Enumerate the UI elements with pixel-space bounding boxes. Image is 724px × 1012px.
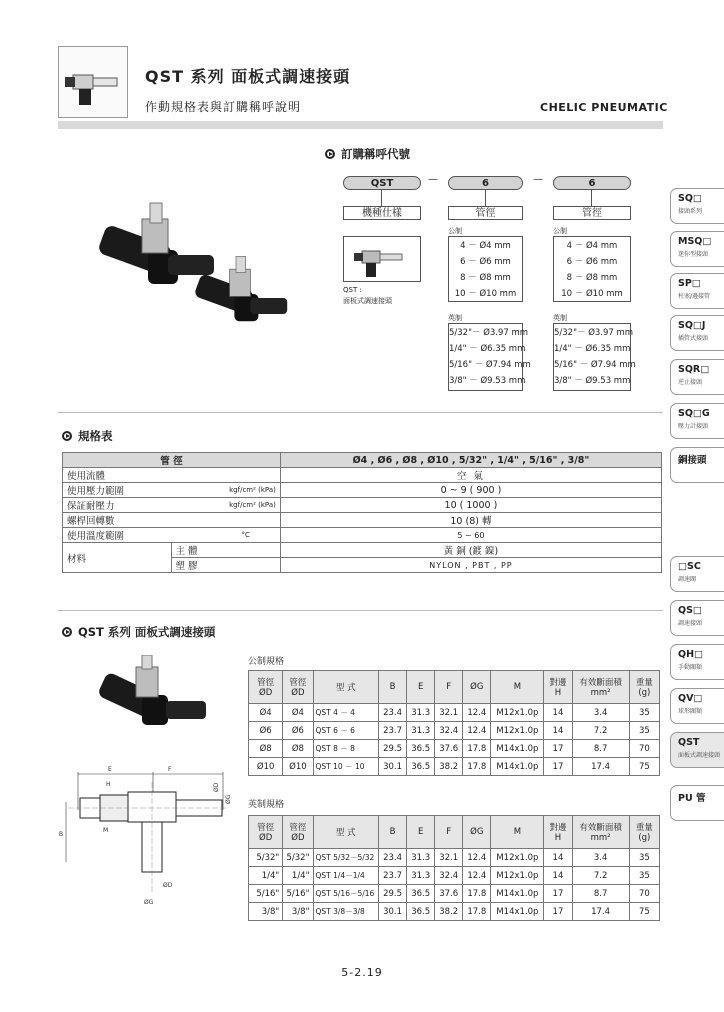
spec-label: 使用壓力範圍 — [63, 483, 172, 498]
spec-header-row — [63, 453, 662, 468]
option-item: 4 － Ø4 mm — [566, 241, 618, 251]
dims-heading — [62, 624, 215, 640]
col-b: B — [379, 816, 407, 849]
spec-table — [62, 452, 662, 573]
table-cell: 70 — [629, 885, 659, 903]
side-tab-desc: 壓力計接頭 — [678, 423, 709, 430]
table-cell: 75 — [629, 758, 659, 776]
table-cell: 14 — [544, 704, 572, 722]
side-tab[interactable] — [670, 315, 724, 351]
side-tab[interactable] — [670, 447, 724, 483]
side-tab-desc: 面板式調速接頭 — [678, 752, 721, 759]
page-subtitle: 作動規格表與訂購稱呼說明 — [145, 100, 302, 114]
table-cell: Ø8 — [249, 740, 283, 758]
side-tab-code: MSQ□ — [678, 236, 712, 247]
size-label-2: 管徑 — [553, 206, 631, 220]
page-number: 5-2.19 — [341, 966, 383, 979]
spec-value: 0 ~ 9 ( 900 ) — [280, 483, 661, 498]
col-head: 管徑 — [257, 678, 275, 688]
col-od2 — [283, 816, 313, 849]
material-label: 材料 — [63, 543, 172, 573]
dims-header-row — [249, 671, 660, 704]
col-f: F — [435, 671, 463, 704]
spec-label: 保証耐壓力 — [63, 498, 172, 513]
table-cell: QST 10 － 10 — [313, 758, 379, 776]
metric-body — [249, 704, 660, 776]
col-head: (g) — [638, 688, 651, 698]
table-cell: 31.3 — [407, 722, 435, 740]
col-head: 對邊 — [549, 823, 567, 833]
col-head: H — [554, 688, 562, 698]
table-cell: 23.7 — [379, 722, 407, 740]
metric-label-1: 公制 — [448, 227, 462, 235]
side-tab[interactable] — [670, 403, 724, 439]
table-row — [249, 758, 660, 776]
table-row — [249, 849, 660, 867]
table-cell: M14x1.0p — [491, 885, 544, 903]
col-b: B — [379, 671, 407, 704]
dims-header-row — [249, 816, 660, 849]
table-cell: 31.3 — [407, 849, 435, 867]
col-head: 管徑 — [257, 823, 275, 833]
side-tab-code: SQR□ — [678, 364, 710, 375]
table-cell: 5/16" — [249, 885, 283, 903]
table-cell: 5/32" — [283, 849, 313, 867]
side-tab-desc: 調速閥 — [678, 576, 697, 583]
header-rule — [58, 121, 663, 129]
col-model: 型 式 — [313, 671, 379, 704]
side-tab-desc: 逆止接頭 — [678, 379, 703, 386]
table-cell: 30.1 — [379, 758, 407, 776]
table-cell: 17.8 — [463, 885, 491, 903]
table-cell: 12.4 — [463, 867, 491, 885]
table-cell: Ø10 — [283, 758, 313, 776]
side-tab-code: SP□ — [678, 278, 701, 289]
option-item: 5/32"－ Ø3.97 mm — [554, 328, 634, 338]
dims-product-photo — [90, 655, 220, 745]
technical-drawing — [58, 762, 238, 912]
option-item: 1/4" － Ø6.35 mm — [554, 344, 631, 354]
option-item: 3/8" － Ø9.53 mm — [554, 376, 631, 386]
material-part: 塑 膠 — [171, 558, 280, 573]
material-part: 主 體 — [171, 543, 280, 558]
spec-row — [63, 543, 662, 558]
table-cell: Ø4 — [249, 704, 283, 722]
col-head: 管徑 — [289, 823, 307, 833]
option-item: 8 － Ø8 mm — [566, 273, 618, 283]
col-head: ØD — [259, 833, 273, 843]
table-cell: 75 — [629, 903, 659, 921]
metric-label-2: 公制 — [553, 227, 567, 235]
table-cell: 36.5 — [407, 740, 435, 758]
table-cell: 31.3 — [407, 704, 435, 722]
table-cell: QST 5/32－5/32 — [313, 849, 379, 867]
metric-options-1 — [448, 236, 523, 302]
table-cell: M12x1.0p — [491, 867, 544, 885]
col-m: M — [491, 671, 544, 704]
connector-line — [485, 190, 486, 206]
table-cell: QST 6 － 6 — [313, 722, 379, 740]
table-cell: QST 4 － 4 — [313, 704, 379, 722]
table-row — [249, 885, 660, 903]
side-tab[interactable] — [670, 688, 724, 724]
spec-row — [63, 498, 662, 513]
table-cell: 38.2 — [435, 758, 463, 776]
table-cell: Ø8 — [283, 740, 313, 758]
spec-header-left: 管 徑 — [63, 453, 281, 468]
table-cell: 32.4 — [435, 867, 463, 885]
spec-label: 使用流體 — [63, 468, 172, 483]
table-cell: 1/4" — [283, 867, 313, 885]
section-divider — [58, 610, 663, 611]
ordering-heading-text: 訂購稱呼代號 — [341, 147, 410, 161]
table-cell: M14x1.0p — [491, 740, 544, 758]
table-cell: QST 1/4－1/4 — [313, 867, 379, 885]
model-note-code: QST : — [343, 286, 362, 294]
side-tab-code: □SC — [678, 561, 701, 572]
col-head: ØD — [291, 833, 305, 843]
table-cell: 5/16" — [283, 885, 313, 903]
table-cell: M14x1.0p — [491, 758, 544, 776]
side-tab-desc: 調速接頭 — [678, 620, 703, 627]
side-tab-desc: 接頭系列 — [678, 208, 703, 215]
table-cell: 37.6 — [435, 740, 463, 758]
model-image-box — [343, 236, 421, 282]
spec-value: 5 ~ 60 — [280, 528, 661, 543]
col-model: 型 式 — [313, 816, 379, 849]
product-photo — [80, 195, 300, 345]
table-cell: M12x1.0p — [491, 722, 544, 740]
spec-value: 空 氣 — [280, 468, 661, 483]
table-cell: 7.2 — [572, 867, 629, 885]
table-row — [249, 867, 660, 885]
dims-heading-text: QST 系列 面板式調速接頭 — [78, 625, 216, 639]
table-cell: 17 — [544, 903, 572, 921]
code-model: QST — [343, 176, 421, 190]
table-cell: 29.5 — [379, 885, 407, 903]
arrow-bullet-icon — [62, 627, 72, 637]
inch-dims-table — [248, 815, 660, 921]
table-row — [249, 722, 660, 740]
side-tab[interactable] — [670, 188, 724, 224]
col-e: E — [407, 816, 435, 849]
inch-label-1: 英制 — [448, 314, 462, 322]
dim-label-od-1: ØD — [163, 882, 173, 889]
table-cell: 12.4 — [463, 722, 491, 740]
option-item: 10 － Ø10 mm — [454, 289, 517, 299]
side-tab-code: QV□ — [678, 693, 703, 704]
col-head: 管徑 — [289, 678, 307, 688]
col-head: 有效斷面積 — [579, 823, 622, 833]
table-cell: 23.7 — [379, 867, 407, 885]
side-tab-code: SQ□J — [678, 320, 706, 331]
table-cell: 17.8 — [463, 740, 491, 758]
spec-unit — [171, 468, 280, 483]
table-cell: 35 — [629, 704, 659, 722]
table-cell: 31.3 — [407, 867, 435, 885]
code-dash-2: — — [533, 174, 543, 185]
col-head: ØD — [259, 688, 273, 698]
side-tab-desc: 球形閥類 — [678, 708, 703, 715]
table-cell: 14 — [544, 722, 572, 740]
inch-table-title: 英制規格 — [248, 800, 285, 810]
spec-heading-text: 規格表 — [78, 429, 113, 443]
table-row — [249, 704, 660, 722]
connector-line — [381, 190, 382, 206]
metric-options-2 — [553, 236, 631, 302]
col-od2 — [283, 671, 313, 704]
table-cell: 30.1 — [379, 903, 407, 921]
spec-unit: kgf/cm² (kPa) — [171, 483, 280, 498]
col-h — [544, 816, 572, 849]
dim-label-og-1: ØG — [144, 899, 154, 906]
table-cell: QST 8 － 8 — [313, 740, 379, 758]
option-item: 5/16" － Ø7.94 mm — [554, 360, 636, 370]
table-cell: 8.7 — [572, 740, 629, 758]
table-cell: Ø4 — [283, 704, 313, 722]
table-cell: QST 3/8－3/8 — [313, 903, 379, 921]
table-cell: 3/8" — [283, 903, 313, 921]
spec-unit: kgf/cm² (kPa) — [171, 498, 280, 513]
side-tab-code: SQ□G — [678, 408, 710, 419]
dim-label-og-2: ØG — [225, 794, 232, 804]
metric-table-title: 公制規格 — [248, 657, 285, 667]
arrow-bullet-icon — [325, 149, 335, 159]
option-item: 4 － Ø4 mm — [460, 241, 511, 251]
side-tab-desc: 手動閥類 — [678, 664, 703, 671]
ordering-heading — [325, 146, 410, 162]
dim-label-m: M — [103, 827, 109, 834]
side-tab-code: QS□ — [678, 605, 702, 616]
table-cell: 32.1 — [435, 704, 463, 722]
side-tab[interactable] — [670, 231, 724, 267]
size-label-1: 管徑 — [448, 206, 523, 220]
table-cell: 17.8 — [463, 903, 491, 921]
col-head: H — [554, 833, 562, 843]
col-h — [544, 671, 572, 704]
table-cell: 14 — [544, 849, 572, 867]
col-weight — [629, 816, 659, 849]
header-product-image — [58, 46, 128, 118]
connector-line — [591, 190, 592, 206]
spec-row — [63, 528, 662, 543]
inch-options-1 — [448, 323, 531, 391]
table-cell: 23.4 — [379, 704, 407, 722]
table-cell: 32.1 — [435, 849, 463, 867]
table-cell: 35 — [629, 849, 659, 867]
side-tab-code: SQ□ — [678, 193, 702, 204]
option-item: 6 － Ø6 mm — [566, 257, 618, 267]
option-item: 5/16" － Ø7.94 mm — [449, 360, 531, 370]
col-og: ØG — [463, 671, 491, 704]
table-cell: 1/4" — [249, 867, 283, 885]
side-tab-code: 銅接頭 — [678, 455, 707, 466]
col-head: 有效斷面積 — [579, 678, 622, 688]
table-cell: 36.5 — [407, 903, 435, 921]
metric-dims-table — [248, 670, 660, 776]
spec-row — [63, 513, 662, 528]
table-cell: 38.2 — [435, 903, 463, 921]
dim-label-b: B — [59, 831, 64, 838]
inch-options-2 — [553, 323, 636, 391]
table-cell: Ø6 — [283, 722, 313, 740]
table-cell: 17.4 — [572, 758, 629, 776]
side-tab-desc: 迷你型接頭 — [678, 251, 709, 258]
dim-label-h: H — [106, 781, 111, 788]
spec-unit — [171, 513, 280, 528]
table-cell: 12.4 — [463, 704, 491, 722]
side-tab[interactable] — [670, 600, 724, 636]
inch-label-2: 英制 — [553, 314, 567, 322]
brand-name: CHELIC PNEUMATIC — [540, 101, 668, 114]
option-item: 1/4" － Ø6.35 mm — [449, 344, 526, 354]
table-cell: 17.4 — [572, 903, 629, 921]
col-od1 — [249, 671, 283, 704]
col-area — [572, 671, 629, 704]
model-spec-label: 機種仕樣 — [343, 206, 421, 220]
table-cell: 17.8 — [463, 758, 491, 776]
table-cell: Ø6 — [249, 722, 283, 740]
side-tab-desc: 插管式接頭 — [678, 335, 709, 342]
spec-value: 10 (8) 轉 — [280, 513, 661, 528]
table-row — [249, 903, 660, 921]
page-title: QST 系列 面板式調速接頭 — [145, 67, 351, 86]
col-m: M — [491, 816, 544, 849]
table-cell: 35 — [629, 867, 659, 885]
table-cell: 3/8" — [249, 903, 283, 921]
table-cell: 36.5 — [407, 758, 435, 776]
spec-label: 螺桿回轉數 — [63, 513, 172, 528]
table-cell: 14 — [544, 867, 572, 885]
col-head: 重量 — [635, 678, 653, 688]
col-head: mm² — [590, 688, 611, 698]
table-cell: 17 — [544, 885, 572, 903]
table-cell: 70 — [629, 740, 659, 758]
section-divider — [58, 412, 663, 413]
col-head: ØD — [291, 688, 305, 698]
spec-row — [63, 483, 662, 498]
table-cell: 32.4 — [435, 722, 463, 740]
spec-row — [63, 468, 662, 483]
side-tab[interactable] — [670, 785, 724, 821]
side-tab[interactable] — [670, 732, 724, 768]
option-item: 8 － Ø8 mm — [460, 273, 511, 283]
col-weight — [629, 671, 659, 704]
col-og: ØG — [463, 816, 491, 849]
option-item: 5/32"－ Ø3.97 mm — [449, 328, 529, 338]
col-od1 — [249, 816, 283, 849]
dim-label-f: F — [168, 766, 172, 773]
col-head: 對邊 — [549, 678, 567, 688]
side-tab-code: QST — [678, 737, 700, 748]
side-tab[interactable] — [670, 644, 724, 680]
option-item: 6 － Ø6 mm — [460, 257, 511, 267]
col-head: (g) — [638, 833, 651, 843]
spec-value: 10 ( 1000 ) — [280, 498, 661, 513]
option-item: 10 － Ø10 mm — [561, 289, 623, 299]
col-area — [572, 816, 629, 849]
side-tab-code: QH□ — [678, 649, 704, 660]
table-cell: M12x1.0p — [491, 704, 544, 722]
table-cell: 8.7 — [572, 885, 629, 903]
spec-heading — [62, 428, 113, 444]
side-tab-desc: 柱塞/邊接管 — [678, 293, 711, 300]
side-tab-code: PU 管 — [678, 793, 706, 804]
side-tab[interactable] — [670, 556, 724, 592]
table-cell: 17 — [544, 758, 572, 776]
col-e: E — [407, 671, 435, 704]
spec-unit: °C — [171, 528, 280, 543]
model-note-desc: 面板式調速接頭 — [343, 297, 392, 305]
dim-label-e: E — [108, 766, 112, 773]
table-cell: 5/32" — [249, 849, 283, 867]
col-head: 重量 — [635, 823, 653, 833]
dim-label-od-2: ØD — [213, 782, 220, 792]
table-cell: 37.6 — [435, 885, 463, 903]
col-head: mm² — [590, 833, 611, 843]
code-size-2: 6 — [553, 176, 631, 190]
table-cell: M12x1.0p — [491, 849, 544, 867]
inch-body — [249, 849, 660, 921]
table-cell: 12.4 — [463, 849, 491, 867]
spec-label: 使用溫度範圍 — [63, 528, 172, 543]
option-item: 3/8" － Ø9.53 mm — [449, 376, 526, 386]
table-cell: 7.2 — [572, 722, 629, 740]
table-cell: QST 5/16－5/16 — [313, 885, 379, 903]
table-cell: 3.4 — [572, 704, 629, 722]
table-cell: 29.5 — [379, 740, 407, 758]
table-cell: 36.5 — [407, 885, 435, 903]
col-f: F — [435, 816, 463, 849]
material-value: 黃 銅 (鍍 鎳) — [280, 543, 661, 558]
table-cell: 3.4 — [572, 849, 629, 867]
table-cell: 17 — [544, 740, 572, 758]
side-tab[interactable] — [670, 273, 724, 309]
side-tab[interactable] — [670, 359, 724, 395]
table-cell: 35 — [629, 722, 659, 740]
table-cell: M14x1.0p — [491, 903, 544, 921]
table-cell: Ø10 — [249, 758, 283, 776]
table-row — [249, 740, 660, 758]
material-value: NYLON , PBT , PP — [280, 558, 661, 573]
arrow-bullet-icon — [62, 431, 72, 441]
table-cell: 23.4 — [379, 849, 407, 867]
code-size-1: 6 — [448, 176, 523, 190]
code-dash-1: — — [428, 174, 438, 185]
spec-header-right: Ø4 , Ø6 , Ø8 , Ø10 , 5/32" , 1/4" , 5/16" , 3/8" — [280, 453, 661, 468]
